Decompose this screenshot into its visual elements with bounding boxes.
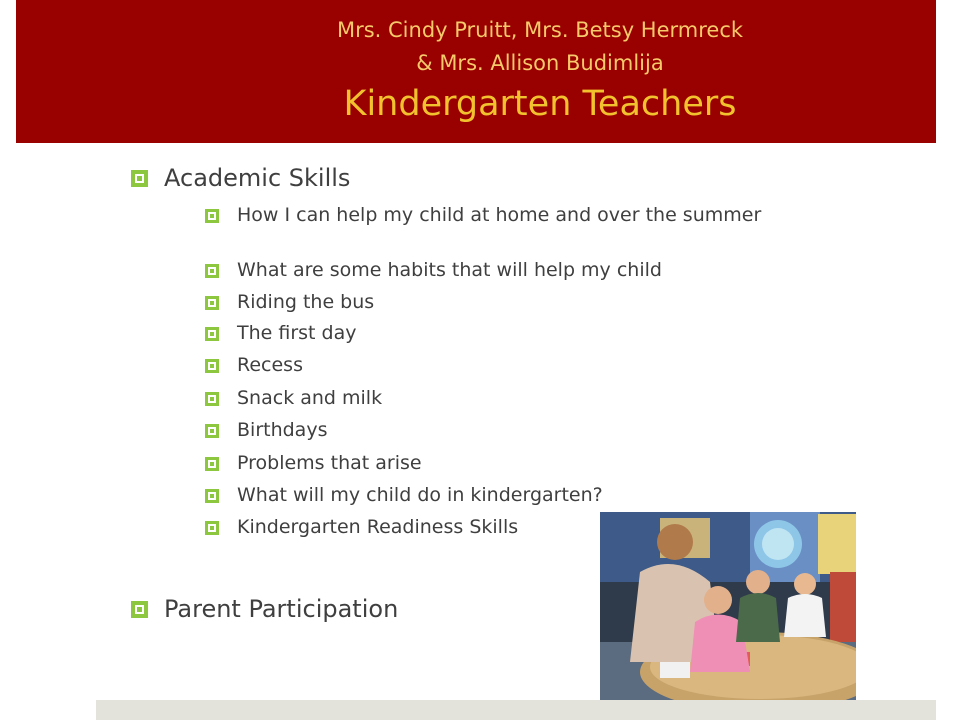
- title-banner: [16, 0, 936, 143]
- sub-bullet-label: Snack and milk: [237, 387, 383, 409]
- sub-bullet: [205, 323, 837, 343]
- square-bullet-icon: [205, 359, 219, 373]
- sub-bullet-label: How I can help my child at home and over the summer: [237, 204, 762, 226]
- sub-bullet-label: Riding the bus: [237, 291, 375, 313]
- sub-bullet-label: Birthdays: [237, 419, 328, 441]
- square-bullet-icon: [205, 392, 219, 406]
- square-bullet-icon: [205, 457, 219, 471]
- sub-bullet-label: The first day: [237, 322, 357, 344]
- classroom-photo: [600, 512, 856, 704]
- sub-bullet: [205, 205, 837, 225]
- square-bullet-icon: [131, 170, 148, 187]
- bullet-label: Parent Participation: [164, 595, 399, 623]
- square-bullet-icon: [205, 327, 219, 341]
- square-bullet-icon: [205, 521, 219, 535]
- sub-bullet: [205, 355, 837, 375]
- square-bullet-icon: [205, 489, 219, 503]
- sub-bullet-label: Problems that arise: [237, 452, 422, 474]
- square-bullet-icon: [205, 424, 219, 438]
- teacher-names-line-2: & Mrs. Allison Budimlija: [416, 51, 664, 75]
- sub-bullet: [205, 260, 837, 280]
- classroom-photo-icon: [600, 512, 856, 704]
- footer-bar: [96, 700, 936, 720]
- bullet-parent-participation: [131, 593, 398, 625]
- sub-bullet-label: Recess: [237, 354, 303, 376]
- square-bullet-icon: [131, 601, 148, 618]
- square-bullet-icon: [205, 264, 219, 278]
- bullet-label: Academic Skills: [164, 164, 351, 192]
- sub-bullet-label: What will my child do in kindergarten?: [237, 484, 603, 506]
- sub-bullet-label: Kindergarten Readiness Skills: [237, 516, 519, 538]
- sub-bullet: [205, 292, 837, 312]
- sub-bullet: [205, 485, 837, 505]
- sub-bullet: [205, 420, 837, 440]
- slide-title: Kindergarten Teachers: [343, 84, 737, 124]
- bullet-academic-skills: [131, 162, 350, 194]
- square-bullet-icon: [205, 209, 219, 223]
- sub-bullet: [205, 453, 837, 473]
- square-bullet-icon: [205, 296, 219, 310]
- sub-bullet-label: What are some habits that will help my child: [237, 259, 662, 281]
- sub-bullet: [205, 388, 837, 408]
- teacher-names-line-1: Mrs. Cindy Pruitt, Mrs. Betsy Hermreck: [336, 18, 744, 42]
